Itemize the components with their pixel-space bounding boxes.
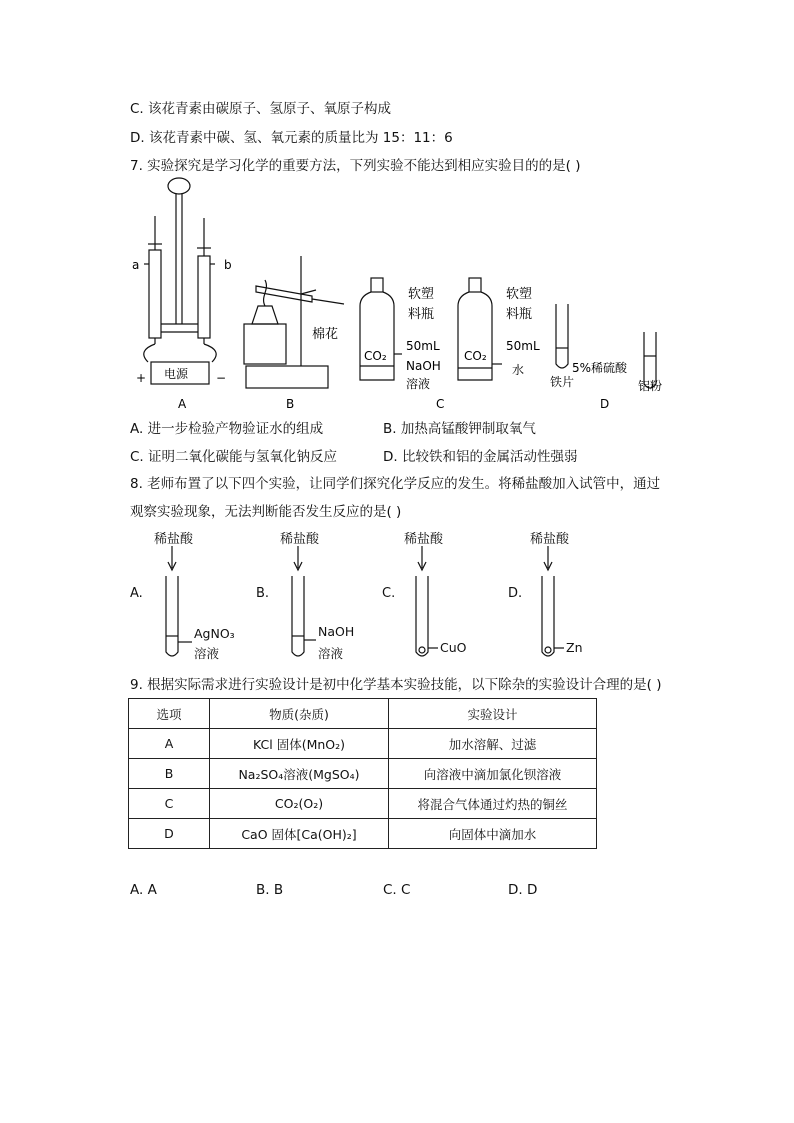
tube-letter: D. [508,586,523,601]
bottle-c-label-2: 料瓶 [408,307,435,322]
q8-stem-line-1: 8. 老师布置了以下四个实验，让同学们探究化学反应的发生。将稀盐酸加入试管中，通过 [130,476,661,492]
reagent-name: AgNO₃ [194,626,235,641]
co2-label-d: CO₂ [464,349,487,363]
q9-answer-c: C. C [383,882,411,898]
table-cell: CO₂(O₂) [210,789,389,819]
table-cell: 将混合气体通过灼热的铜丝 [389,789,597,819]
q7-option-b: B. 加热高锰酸钾制取氧气 [383,421,536,437]
soft-plastic-bottle-water [458,278,502,380]
table-cell: A [129,729,210,759]
label-b: b [224,258,232,272]
tube-c [382,528,502,668]
table-row [129,819,597,849]
aluminum-powder-label: 铝粉 [638,379,663,393]
table-cell: C [129,789,210,819]
tube-a [130,528,250,668]
table-cell: 向固体中滴加水 [389,819,597,849]
water-label: 水 [512,363,525,377]
caption-d: D [600,397,610,411]
tube-letter: B. [256,586,270,601]
table-header-row [129,699,597,729]
header-option: 选项 [129,699,210,729]
q9-table [128,698,597,849]
reagent-name: Zn [566,640,583,655]
table-cell: B [129,759,210,789]
reagent-solution: 溶液 [318,646,344,661]
cotton-label: 棉花 [312,327,339,342]
bottle-d-label-2: 料瓶 [506,307,533,322]
tube-d [508,528,628,668]
caption-a: A [178,397,187,411]
test-tube-icon [526,544,586,676]
q7-option-c: C. 证明二氧化碳能与氢氧化钠反应 [130,449,338,465]
table-cell: 向溶液中滴加氯化钡溶液 [389,759,597,789]
volume-label-d: 50mL [506,339,540,353]
q7-option-a: A. 进一步检验产物验证水的组成 [130,421,324,437]
co2-label-c: CO₂ [364,349,387,363]
table-cell: CaO 固体[Ca(OH)₂] [210,819,389,849]
q9-answer-d: D. D [508,882,538,898]
tube-letter: C. [382,586,396,601]
q6-option-d: D. 该花青素中碳、氢、氧元素的质量比为 15：11：6 [130,130,453,146]
table-row [129,789,597,819]
bottle-c-label-1: 软塑 [408,287,435,302]
table-row [129,759,597,789]
caption-c: C [436,397,445,411]
tube-b [256,528,376,668]
q7-option-d: D. 比较铁和铝的金属活动性强弱 [383,449,578,465]
q9-answer-b: B. B [256,882,284,898]
test-tube-icon [150,544,210,676]
test-tube-icon [276,544,336,676]
acid-label: 稀盐酸 [280,532,320,547]
q9-answer-a: A. A [130,882,157,898]
reagent-name: CuO [440,640,467,655]
plus-sign: + [136,371,147,385]
acid-label: 稀盐酸 [530,532,570,547]
reagent-name: NaOH [318,624,355,639]
test-tube-icon [400,544,460,676]
solution-label: 溶液 [406,377,431,391]
table-cell: D [129,819,210,849]
acid-label: 稀盐酸 [154,532,194,547]
iron-sheet-label: 铁片 [550,375,575,389]
label-a: a [132,258,140,272]
q8-stem-line-2: 观察实验现象，无法判断能否发生反应的是( ) [130,504,402,520]
tube-letter: A. [130,586,143,601]
acid-label: 稀盐酸 [404,532,444,547]
table-cell: 加水溶解、过滤 [389,729,597,759]
naoh-label: NaOH [406,359,441,373]
minus-sign: − [216,371,227,385]
heating-apparatus [244,256,344,388]
q7-apparatus-figure [126,176,686,412]
header-substance: 物质(杂质) [210,699,389,729]
q7-stem: 7. 实验探究是学习化学的重要方法，下列实验不能达到相应实验目的的是( ) [130,158,581,174]
electrolysis-apparatus [144,178,216,384]
caption-b: B [286,397,295,411]
q8-test-tubes [130,528,610,668]
reagent-solution: 溶液 [194,646,220,661]
power-label: 电源 [164,367,189,381]
q6-option-c: C. 该花青素由碳原子、氢原子、氧原子构成 [130,101,392,117]
bottle-d-label-1: 软塑 [506,287,533,302]
header-design: 实验设计 [389,699,597,729]
table-cell: KCl 固体(MnO₂) [210,729,389,759]
dilute-sulfuric-acid-label: 5%稀硫酸 [572,361,628,375]
table-cell: Na₂SO₄溶液(MgSO₄) [210,759,389,789]
soft-plastic-bottle-naoh [360,278,402,380]
q9-stem: 9. 根据实际需求进行实验设计是初中化学基本实验技能，以下除杂的实验设计合理的是( ) [130,677,662,693]
table-row [129,729,597,759]
volume-label-c: 50mL [406,339,440,353]
